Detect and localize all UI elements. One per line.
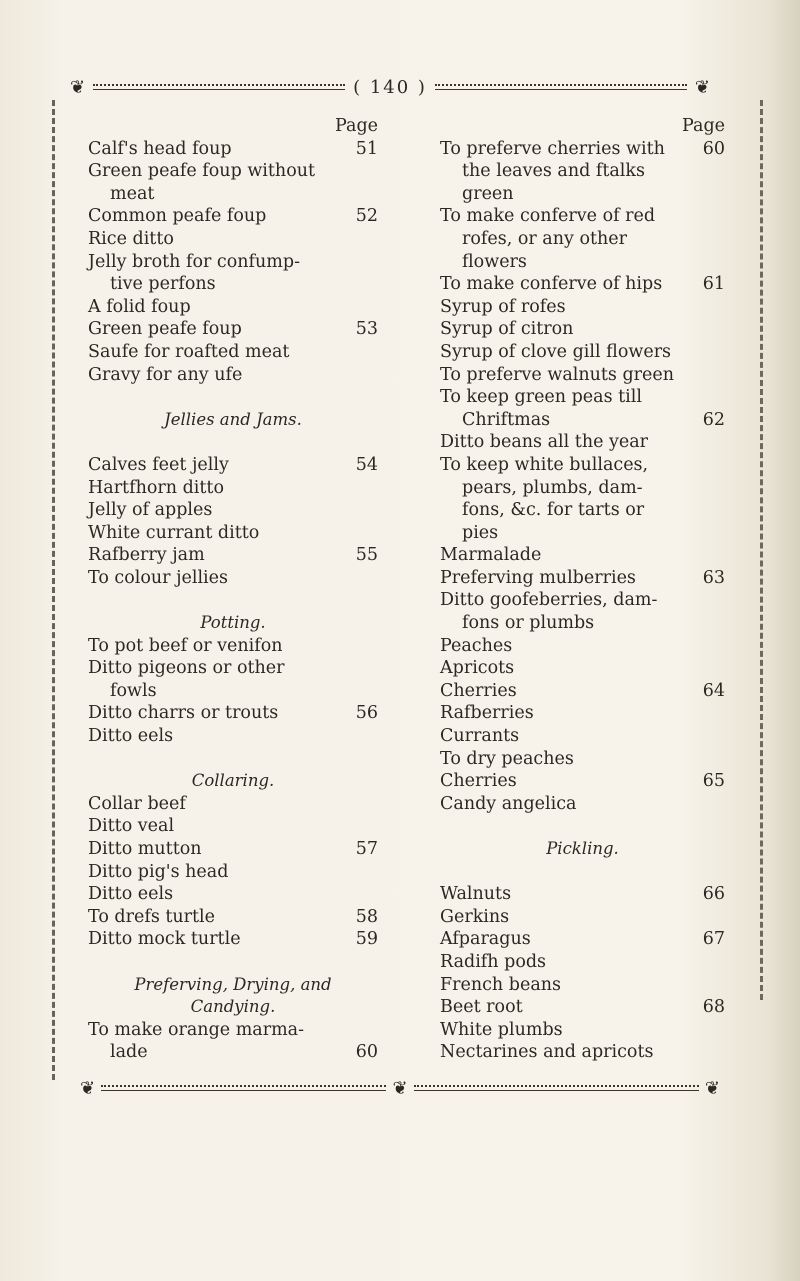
entry-page-number: 58 bbox=[355, 906, 378, 927]
index-entry bbox=[440, 589, 725, 612]
section-heading bbox=[440, 838, 725, 861]
entry-text: Cherries bbox=[440, 771, 517, 792]
entry-page-number: 66 bbox=[702, 884, 725, 905]
index-entry bbox=[88, 341, 378, 364]
fleuron-icon: ❦ bbox=[694, 76, 711, 98]
index-entry bbox=[440, 1019, 725, 1042]
index-entry bbox=[88, 635, 378, 658]
entry-text: Peaches bbox=[440, 635, 513, 656]
index-entry bbox=[88, 793, 378, 816]
entry-page-number: 51 bbox=[355, 138, 378, 159]
left-ornamental-border bbox=[52, 100, 63, 1080]
entry-text: Afparagus bbox=[440, 929, 531, 950]
entry-text: rofes, or any other bbox=[462, 228, 628, 249]
entry-text: Page bbox=[682, 116, 725, 136]
index-entry bbox=[88, 454, 378, 477]
entry-text: Preferving mulberries bbox=[440, 567, 636, 588]
index-entry bbox=[440, 657, 725, 680]
entry-page-number: 60 bbox=[355, 1042, 378, 1063]
index-entry bbox=[88, 702, 378, 725]
index-entry bbox=[440, 770, 725, 793]
entry-text: To make conferve of red bbox=[440, 206, 656, 227]
entry-text: lade bbox=[110, 1042, 148, 1063]
entry-text: Ditto veal bbox=[88, 816, 175, 837]
index-entry bbox=[440, 725, 725, 748]
entry-text: Green peafe foup bbox=[88, 319, 242, 340]
entry-text: To preferve walnuts green bbox=[440, 364, 675, 385]
entry-text: Candying. bbox=[190, 997, 276, 1017]
entry-text: Ditto pigeons or other bbox=[88, 658, 285, 679]
index-entry bbox=[440, 567, 725, 590]
entry-text: the leaves and ftalks bbox=[462, 161, 645, 182]
index-entry bbox=[440, 499, 725, 522]
index-entry bbox=[88, 951, 378, 974]
index-entry bbox=[88, 589, 378, 612]
entry-page-number: 67 bbox=[702, 929, 725, 950]
index-entry bbox=[88, 160, 378, 183]
entry-text: A folid foup bbox=[88, 296, 191, 317]
index-entry bbox=[440, 928, 725, 951]
entry-text: Ditto beans all the year bbox=[440, 432, 649, 453]
index-entry bbox=[88, 838, 378, 861]
entry-text: Ditto charrs or trouts bbox=[88, 703, 279, 724]
entry-text: To make conferve of hips bbox=[440, 274, 663, 295]
entry-text: Page bbox=[335, 116, 378, 136]
index-entry bbox=[440, 409, 725, 432]
index-entry bbox=[440, 386, 725, 409]
entry-page-number: 56 bbox=[355, 703, 378, 724]
section-heading bbox=[88, 974, 378, 997]
entry-text: Candy angelica bbox=[440, 793, 577, 814]
index-entry bbox=[88, 544, 378, 567]
fleuron-icon: ❦ bbox=[80, 1077, 96, 1099]
index-entry bbox=[440, 431, 725, 454]
index-entry bbox=[88, 386, 378, 409]
index-entry bbox=[440, 318, 725, 341]
index-column-left bbox=[88, 115, 378, 1064]
index-entry bbox=[88, 205, 378, 228]
section-heading bbox=[88, 770, 378, 793]
index-entry bbox=[88, 364, 378, 387]
index-entry bbox=[88, 183, 378, 206]
section-heading bbox=[88, 612, 378, 635]
fleuron-icon: ❦ bbox=[70, 76, 86, 98]
index-entry bbox=[440, 793, 725, 816]
entry-text: Ditto pig's head bbox=[88, 861, 229, 882]
entry-text: Cherries bbox=[440, 680, 517, 701]
index-entry bbox=[88, 251, 378, 274]
index-entry bbox=[88, 928, 378, 951]
entry-text: fons or plumbs bbox=[462, 613, 595, 634]
entry-text: pears, plumbs, dam- bbox=[462, 477, 643, 498]
entry-page-number: 62 bbox=[702, 409, 725, 430]
index-entry bbox=[440, 251, 725, 274]
entry-text: green bbox=[462, 183, 514, 204]
index-entry bbox=[88, 477, 378, 500]
header-rule-left bbox=[93, 84, 345, 90]
entry-text: Rice ditto bbox=[88, 228, 174, 249]
index-entry bbox=[440, 635, 725, 658]
index-entry bbox=[440, 138, 725, 161]
index-entry bbox=[88, 296, 378, 319]
index-entry bbox=[440, 815, 725, 838]
page-footer bbox=[80, 1078, 720, 1098]
index-entry bbox=[88, 748, 378, 771]
entry-page-number: 55 bbox=[355, 545, 378, 566]
entry-text: Beet root bbox=[440, 997, 523, 1018]
entry-text: fowls bbox=[110, 680, 157, 701]
index-entry bbox=[440, 183, 725, 206]
index-entry bbox=[88, 861, 378, 884]
index-entry bbox=[88, 273, 378, 296]
section-heading bbox=[88, 996, 378, 1019]
header-rule-right bbox=[435, 84, 687, 90]
entry-text: flowers bbox=[462, 251, 527, 272]
index-entry bbox=[440, 296, 725, 319]
entry-text: Walnuts bbox=[440, 884, 512, 905]
index-entry bbox=[440, 341, 725, 364]
entry-text: Radifh pods bbox=[440, 951, 547, 972]
entry-text: Ditto eels bbox=[88, 884, 174, 905]
entry-text: Apricots bbox=[440, 658, 515, 679]
index-entry bbox=[440, 477, 725, 500]
entry-text: Gravy for any ufe bbox=[88, 364, 243, 385]
entry-text: Pickling. bbox=[546, 839, 619, 858]
index-entry bbox=[440, 861, 725, 884]
index-entry bbox=[88, 228, 378, 251]
index-entry bbox=[88, 657, 378, 680]
index-entry bbox=[440, 228, 725, 251]
entry-page-number: 64 bbox=[702, 680, 725, 701]
entry-page-number: 57 bbox=[355, 839, 378, 859]
index-entry bbox=[440, 996, 725, 1019]
entry-text: Nectarines and apricots bbox=[440, 1042, 654, 1063]
index-entry bbox=[440, 454, 725, 477]
index-entry bbox=[440, 273, 725, 296]
index-entry bbox=[440, 160, 725, 183]
footer-rule bbox=[414, 1085, 699, 1091]
index-entry bbox=[88, 883, 378, 906]
entry-text: French beans bbox=[440, 974, 562, 995]
index-entry bbox=[88, 499, 378, 522]
index-entry bbox=[88, 1041, 378, 1064]
index-entry bbox=[440, 680, 725, 703]
entry-page-number: 65 bbox=[702, 771, 725, 792]
entry-text: Jelly broth for confump- bbox=[88, 251, 300, 272]
entry-text: Jelly of apples bbox=[88, 500, 213, 521]
entry-page-number: 52 bbox=[355, 206, 378, 227]
footer-rule bbox=[101, 1085, 386, 1091]
fleuron-icon: ❦ bbox=[704, 1077, 720, 1099]
entry-text: Potting. bbox=[200, 613, 266, 633]
entry-text: Ditto goofeberries, dam- bbox=[440, 590, 658, 611]
section-heading bbox=[88, 409, 378, 432]
entry-text: To colour jellies bbox=[88, 567, 228, 588]
index-entry bbox=[440, 522, 725, 545]
entry-text: White currant ditto bbox=[88, 522, 260, 543]
entry-text: meat bbox=[110, 183, 155, 204]
entry-text: Preferving, Drying, and bbox=[134, 974, 332, 994]
entry-page-number: 59 bbox=[355, 929, 378, 950]
entry-page-number: 60 bbox=[702, 138, 725, 159]
index-entry bbox=[440, 702, 725, 725]
entry-text: Gerkins bbox=[440, 906, 510, 927]
index-entry bbox=[440, 205, 725, 228]
index-entry bbox=[88, 725, 378, 748]
entry-text: Rafberries bbox=[440, 703, 534, 724]
index-entry bbox=[88, 567, 378, 590]
entry-text: Saufe for roafted meat bbox=[88, 341, 290, 362]
index-entry bbox=[440, 974, 725, 997]
index-entry bbox=[440, 883, 725, 906]
entry-text: White plumbs bbox=[440, 1019, 563, 1040]
index-entry bbox=[440, 906, 725, 929]
entry-text: Ditto eels bbox=[88, 726, 174, 747]
entry-text: Calves feet jelly bbox=[88, 454, 229, 475]
page-number: ( 140 ) bbox=[353, 76, 427, 98]
index-entry bbox=[88, 318, 378, 341]
index-entry bbox=[88, 138, 378, 161]
entry-page-number: 68 bbox=[702, 997, 725, 1018]
entry-text: To drefs turtle bbox=[88, 906, 216, 927]
entry-text: To pot beef or venifon bbox=[88, 635, 283, 656]
index-entry bbox=[88, 522, 378, 545]
entry-page-number: 53 bbox=[355, 319, 378, 340]
index-entry bbox=[88, 431, 378, 454]
index-entry bbox=[88, 906, 378, 929]
entry-text: To keep green peas till bbox=[440, 387, 642, 408]
entry-text: Rafberry jam bbox=[88, 545, 205, 566]
entry-text: Green peafe foup without bbox=[88, 161, 316, 182]
entry-text: Calf's head foup bbox=[88, 138, 232, 159]
entry-text: Syrup of citron bbox=[440, 319, 574, 340]
entry-text: To make orange marma- bbox=[88, 1019, 305, 1040]
entry-text: Ditto mutton bbox=[88, 839, 202, 859]
index-entry bbox=[440, 1041, 725, 1064]
entry-page-number: 54 bbox=[355, 454, 378, 475]
entry-page-number: 63 bbox=[702, 567, 725, 588]
entry-text: Common peafe foup bbox=[88, 206, 267, 227]
index-entry bbox=[440, 951, 725, 974]
entry-text: Chriftmas bbox=[462, 409, 551, 430]
index-entry bbox=[88, 680, 378, 703]
entry-text: Jellies and Jams. bbox=[164, 409, 302, 429]
entry-text: To keep white bullaces, bbox=[440, 454, 649, 475]
index-entry bbox=[440, 544, 725, 567]
entry-text: To dry peaches bbox=[440, 748, 574, 769]
entry-text: Currants bbox=[440, 726, 520, 747]
fleuron-icon: ❦ bbox=[392, 1077, 408, 1099]
entry-text: tive perfons bbox=[110, 274, 216, 295]
entry-text: Syrup of rofes bbox=[440, 296, 566, 317]
page-column-label bbox=[440, 115, 725, 138]
entry-text: Collaring. bbox=[191, 771, 275, 791]
entry-text: fons, &c. for tarts or bbox=[462, 500, 645, 521]
entry-text: Syrup of clove gill flowers bbox=[440, 341, 672, 362]
index-entry bbox=[88, 1019, 378, 1042]
entry-page-number: 61 bbox=[702, 274, 725, 295]
index-entry bbox=[440, 364, 725, 387]
entry-text: Ditto mock turtle bbox=[88, 929, 241, 950]
page-column-label bbox=[88, 115, 378, 138]
page-header bbox=[70, 72, 710, 102]
entry-text: Marmalade bbox=[440, 545, 542, 566]
entry-text: To preferve cherries with bbox=[440, 138, 665, 159]
index-entry bbox=[88, 815, 378, 838]
index-column-right bbox=[440, 115, 725, 1064]
index-entry bbox=[440, 612, 725, 635]
entry-text: Collar beef bbox=[88, 793, 186, 814]
index-entry bbox=[440, 748, 725, 771]
entry-text: pies bbox=[462, 522, 499, 543]
entry-text: Hartfhorn ditto bbox=[88, 477, 224, 498]
right-ornamental-border bbox=[760, 100, 771, 1000]
